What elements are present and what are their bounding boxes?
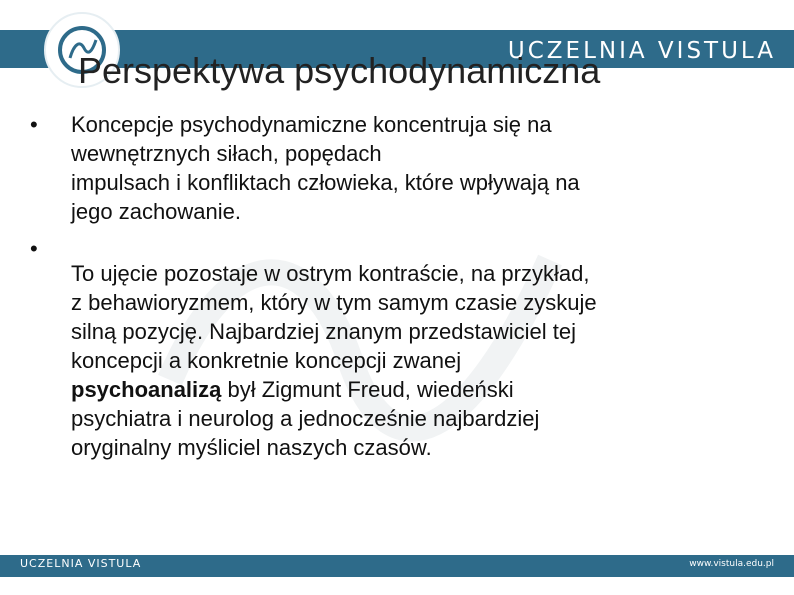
bullet-text [71,234,770,462]
bullet-text-fragment: był Zigmunt Freud, wiedeński [221,377,514,402]
bullet-text-line: oryginalny myśliciel naszych czasów. [71,435,432,460]
bullet-text-line: psychiatra i neurolog a jednocześnie najbardziej [71,406,540,431]
bullet-text-line [71,375,770,404]
bullet-item [30,234,770,462]
slide-title: Perspektywa psychodynamiczna [78,50,601,91]
bullet-text-line: koncepcji a konkretnie koncepcji zwanej [71,348,462,373]
bullet-marker: • [30,236,38,261]
bullet-text-line: To ujęcie pozostaje w ostrym kontraście, na przykład, [71,261,590,286]
slide-content [30,110,770,462]
footer-brand: UCZELNIA VISTULA [20,557,142,570]
bullet-text-line: impulsach i konfliktach człowieka, które wpływają na [71,170,580,195]
bullet-text-line: Koncepcje psychodynamiczne koncentruja się na [71,112,552,137]
bullet-text-line: silną pozycję. Najbardziej znanym przedstawiciel tej [71,319,577,344]
bullet-text-line: wewnętrznych siłach, popędach [71,141,382,166]
bullet-text-line: z behawioryzmem, który w tym samym czasie zyskuje [71,290,597,315]
bullet-item [30,110,770,226]
bullet-text-line: jego zachowanie. [71,199,242,224]
brand-name: UCZELNIA VISTULA [507,38,776,64]
bold-term: psychoanalizą [71,377,222,402]
bullet-marker: • [30,112,38,137]
footer-url[interactable]: www.vistula.edu.pl [689,559,774,569]
